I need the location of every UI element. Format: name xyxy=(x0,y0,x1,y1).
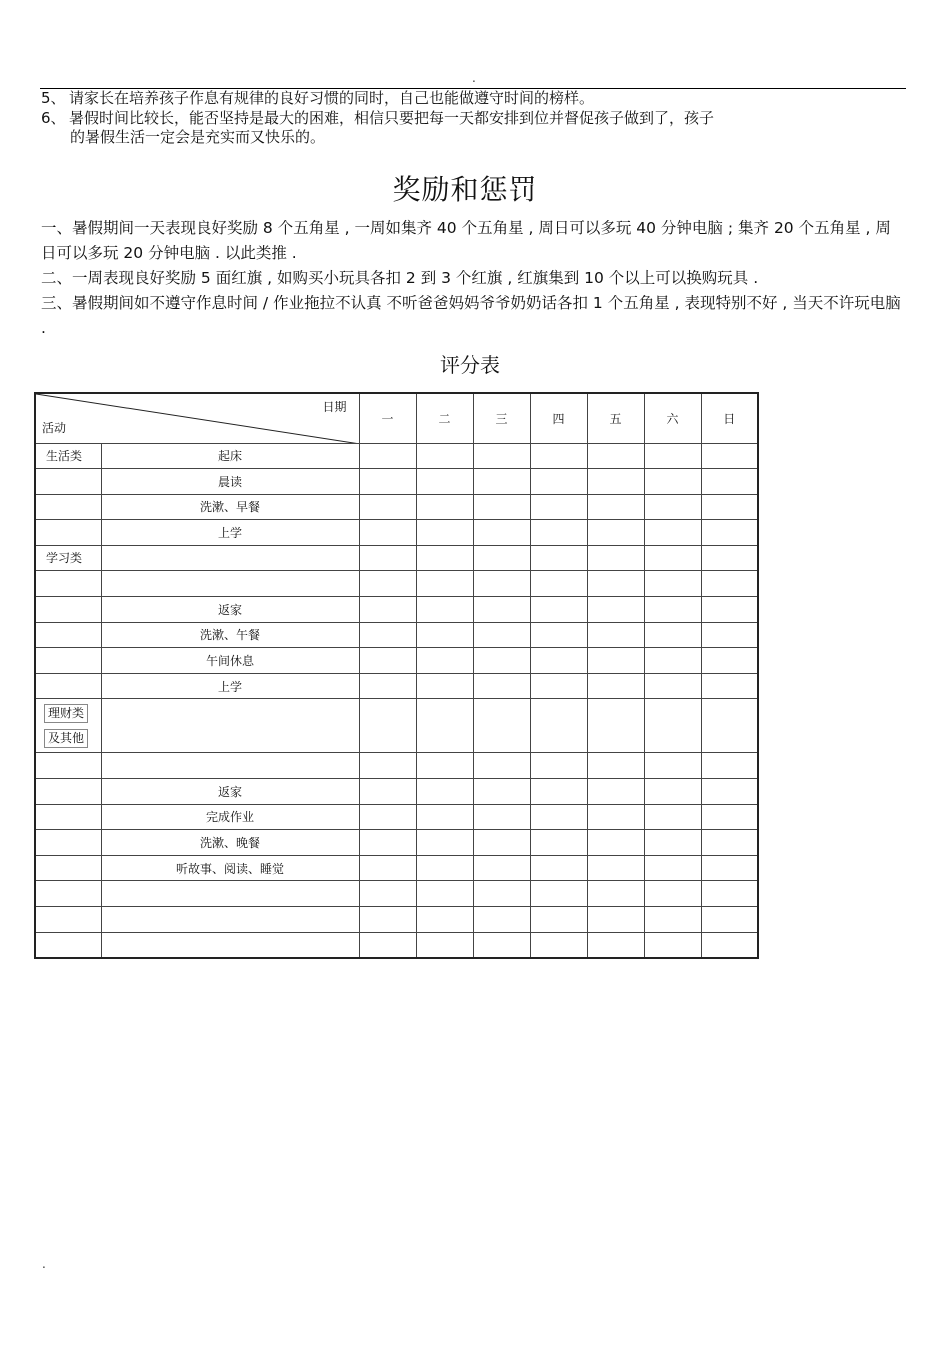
activity-cell: 完成作业 xyxy=(101,804,359,830)
score-cell[interactable] xyxy=(359,494,416,520)
header-activity-label: 活动 xyxy=(42,420,67,435)
table-row xyxy=(35,597,758,623)
score-cell[interactable] xyxy=(359,622,416,648)
score-cell[interactable] xyxy=(701,804,758,830)
score-cell[interactable] xyxy=(359,673,416,699)
note-6-continuation: 的暑假生活一定会是充实而又快乐的。 xyxy=(70,128,326,146)
table-row xyxy=(35,881,758,907)
score-cell[interactable] xyxy=(644,855,701,881)
footer-dot: . xyxy=(42,1257,46,1271)
score-cell[interactable] xyxy=(359,779,416,805)
score-cell[interactable] xyxy=(587,907,644,933)
score-cell[interactable] xyxy=(587,622,644,648)
score-cell[interactable] xyxy=(359,520,416,546)
diagonal-line xyxy=(36,394,359,443)
score-cell[interactable] xyxy=(359,753,416,779)
score-cell[interactable] xyxy=(530,520,587,546)
category-cell xyxy=(35,804,101,830)
score-cell[interactable] xyxy=(473,673,530,699)
score-cell[interactable] xyxy=(701,597,758,623)
page-title: 奖励和惩罚 xyxy=(392,173,538,206)
score-cell[interactable] xyxy=(644,494,701,520)
score-cell[interactable] xyxy=(587,932,644,958)
score-cell[interactable] xyxy=(359,804,416,830)
score-cell[interactable] xyxy=(701,545,758,571)
score-cell[interactable] xyxy=(359,932,416,958)
score-cell[interactable] xyxy=(473,907,530,933)
table-row xyxy=(35,571,758,597)
activity-cell: 上学 xyxy=(101,520,359,546)
score-cell[interactable] xyxy=(473,494,530,520)
score-cell[interactable] xyxy=(587,597,644,623)
category-cell xyxy=(35,932,101,958)
activity-cell: 返家 xyxy=(101,597,359,623)
score-cell[interactable] xyxy=(359,443,416,469)
table-row xyxy=(35,753,758,779)
table-row xyxy=(35,673,758,699)
table-row xyxy=(35,520,758,546)
score-cell[interactable] xyxy=(530,779,587,805)
score-cell[interactable] xyxy=(701,469,758,495)
note-6 xyxy=(41,108,714,128)
score-cell[interactable] xyxy=(701,830,758,856)
score-cell[interactable] xyxy=(416,622,473,648)
score-cell[interactable] xyxy=(416,881,473,907)
category-cell xyxy=(35,545,101,571)
score-cell[interactable] xyxy=(587,804,644,830)
score-cell[interactable] xyxy=(530,699,587,753)
category-cell xyxy=(35,494,101,520)
score-cell[interactable] xyxy=(416,779,473,805)
score-cell[interactable] xyxy=(530,932,587,958)
category-cell xyxy=(35,443,101,469)
score-cell[interactable] xyxy=(416,520,473,546)
table-row xyxy=(35,622,758,648)
score-cell[interactable] xyxy=(530,907,587,933)
score-cell[interactable] xyxy=(359,545,416,571)
activity-cell: 晨读 xyxy=(101,469,359,495)
category-cell xyxy=(35,469,101,495)
rule-2: 二、一周表现良好奖励 5 面红旗 , 如购买小玩具各扣 2 到 3 个红旗 , 红旗集到 10 个以上可以换购玩具 . xyxy=(41,269,759,287)
category-cell xyxy=(35,699,101,753)
table-row xyxy=(35,907,758,933)
score-cell[interactable] xyxy=(644,881,701,907)
score-cell[interactable] xyxy=(473,648,530,674)
score-cell[interactable] xyxy=(530,545,587,571)
score-cell[interactable] xyxy=(587,881,644,907)
score-cell[interactable] xyxy=(587,545,644,571)
score-cell[interactable] xyxy=(416,804,473,830)
score-cell[interactable] xyxy=(701,443,758,469)
score-cell[interactable] xyxy=(416,469,473,495)
score-cell[interactable] xyxy=(359,881,416,907)
score-cell[interactable] xyxy=(587,443,644,469)
score-cell[interactable] xyxy=(473,699,530,753)
score-cell[interactable] xyxy=(473,571,530,597)
score-cell[interactable] xyxy=(644,673,701,699)
score-table-body xyxy=(35,393,758,958)
activity-cell: 起床 xyxy=(101,443,359,469)
score-cell[interactable] xyxy=(359,571,416,597)
rule-1: 一、暑假期间一天表现良好奖励 8 个五角星 , 一周如集齐 40 个五角星 , 周日可以多玩 40 分钟电脑 ; 集齐 20 个五角星 , 周日可以多玩 20 分钟电脑 . 以此类推 . xyxy=(41,219,891,262)
category-cell xyxy=(35,907,101,933)
score-cell[interactable] xyxy=(473,469,530,495)
score-cell[interactable] xyxy=(416,571,473,597)
category-cell xyxy=(35,571,101,597)
score-cell[interactable] xyxy=(701,907,758,933)
day-header-sat: 六 xyxy=(644,393,701,443)
activity-cell: 返家 xyxy=(101,779,359,805)
score-cell[interactable] xyxy=(701,753,758,779)
score-cell[interactable] xyxy=(644,830,701,856)
activity-cell xyxy=(101,699,359,753)
table-row xyxy=(35,494,758,520)
score-cell[interactable] xyxy=(644,648,701,674)
category-cell xyxy=(35,779,101,805)
score-cell[interactable] xyxy=(701,494,758,520)
header-dot: . xyxy=(472,71,476,85)
score-cell[interactable] xyxy=(530,622,587,648)
table-row xyxy=(35,443,758,469)
score-cell[interactable] xyxy=(587,699,644,753)
score-cell[interactable] xyxy=(644,443,701,469)
score-cell[interactable] xyxy=(416,673,473,699)
category-cell xyxy=(35,753,101,779)
score-cell[interactable] xyxy=(530,648,587,674)
category-cell xyxy=(35,881,101,907)
rule-3: 三、暑假期间如不遵守作息时间 / 作业拖拉不认真 不听爸爸妈妈爷爷奶奶话各扣 1 个五角星 , 表现特别不好 , 当天不许玩电脑 . xyxy=(41,294,901,337)
score-cell[interactable] xyxy=(359,648,416,674)
score-cell[interactable] xyxy=(644,571,701,597)
category-label: 理财类 xyxy=(44,704,88,723)
score-cell[interactable] xyxy=(473,597,530,623)
score-cell[interactable] xyxy=(416,443,473,469)
score-cell[interactable] xyxy=(587,494,644,520)
score-cell[interactable] xyxy=(587,855,644,881)
table-row xyxy=(35,855,758,881)
score-cell[interactable] xyxy=(701,855,758,881)
table-row xyxy=(35,545,758,571)
score-cell[interactable] xyxy=(530,753,587,779)
score-cell[interactable] xyxy=(530,855,587,881)
score-cell[interactable] xyxy=(473,932,530,958)
score-cell[interactable] xyxy=(701,932,758,958)
activity-cell xyxy=(101,753,359,779)
score-cell[interactable] xyxy=(644,907,701,933)
day-header-wed: 三 xyxy=(473,393,530,443)
score-cell[interactable] xyxy=(473,443,530,469)
score-cell[interactable] xyxy=(530,597,587,623)
score-cell[interactable] xyxy=(644,469,701,495)
score-cell[interactable] xyxy=(416,830,473,856)
score-cell[interactable] xyxy=(701,520,758,546)
diagonal-header-cell xyxy=(35,393,359,443)
score-cell[interactable] xyxy=(473,830,530,856)
score-cell[interactable] xyxy=(701,779,758,805)
day-header-mon: 一 xyxy=(359,393,416,443)
note-6-text: 暑假时间比较长，能否坚持是最大的困难，相信只要把每一天都安排到位并督促孩子做到了，孩子 xyxy=(69,109,715,127)
category-cell xyxy=(35,673,101,699)
score-cell[interactable] xyxy=(359,699,416,753)
score-cell[interactable] xyxy=(530,673,587,699)
score-cell[interactable] xyxy=(416,932,473,958)
category-label: 生活类 xyxy=(46,448,83,463)
category-cell xyxy=(35,622,101,648)
table-row xyxy=(35,779,758,805)
activity-cell: 洗漱、晚餐 xyxy=(101,830,359,856)
score-cell[interactable] xyxy=(587,673,644,699)
score-cell[interactable] xyxy=(416,494,473,520)
score-cell[interactable] xyxy=(701,571,758,597)
activity-cell xyxy=(101,571,359,597)
score-cell[interactable] xyxy=(644,804,701,830)
table-row xyxy=(35,804,758,830)
score-cell[interactable] xyxy=(530,494,587,520)
score-cell[interactable] xyxy=(587,571,644,597)
activity-cell: 洗漱、午餐 xyxy=(101,622,359,648)
table-row xyxy=(35,699,758,753)
table-row xyxy=(35,932,758,958)
category-cell xyxy=(35,830,101,856)
table-row xyxy=(35,648,758,674)
score-cell[interactable] xyxy=(701,881,758,907)
score-cell[interactable] xyxy=(416,545,473,571)
score-cell[interactable] xyxy=(473,881,530,907)
note-5-text: 请家长在培养孩子作息有规律的良好习惯的同时，自己也能做遵守时间的榜样。 xyxy=(69,89,595,107)
activity-cell: 午间休息 xyxy=(101,648,359,674)
score-cell[interactable] xyxy=(644,545,701,571)
category-cell xyxy=(35,597,101,623)
day-header-fri: 五 xyxy=(587,393,644,443)
category-cell xyxy=(35,648,101,674)
score-cell[interactable] xyxy=(473,779,530,805)
note-6-number: 6、 xyxy=(41,109,66,127)
score-cell[interactable] xyxy=(587,753,644,779)
note-5-number: 5、 xyxy=(41,89,66,107)
score-cell[interactable] xyxy=(644,699,701,753)
score-cell[interactable] xyxy=(530,571,587,597)
score-cell[interactable] xyxy=(587,779,644,805)
activity-cell: 听故事、阅读、睡觉 xyxy=(101,855,359,881)
note-5 xyxy=(41,88,594,108)
score-cell[interactable] xyxy=(416,699,473,753)
category-label: 及其他 xyxy=(44,729,88,748)
activity-cell xyxy=(101,881,359,907)
score-cell[interactable] xyxy=(644,520,701,546)
score-cell[interactable] xyxy=(701,699,758,753)
score-cell[interactable] xyxy=(473,520,530,546)
score-cell[interactable] xyxy=(587,469,644,495)
activity-cell xyxy=(101,907,359,933)
day-header-sun: 日 xyxy=(701,393,758,443)
activity-cell xyxy=(101,545,359,571)
score-cell[interactable] xyxy=(644,622,701,648)
score-cell[interactable] xyxy=(701,673,758,699)
score-cell[interactable] xyxy=(644,932,701,958)
score-cell[interactable] xyxy=(416,753,473,779)
score-cell[interactable] xyxy=(359,907,416,933)
category-cell xyxy=(35,855,101,881)
activity-cell: 上学 xyxy=(101,673,359,699)
table-header-row xyxy=(35,393,758,443)
table-row xyxy=(35,469,758,495)
score-cell[interactable] xyxy=(644,753,701,779)
score-cell[interactable] xyxy=(587,648,644,674)
day-header-thu: 四 xyxy=(530,393,587,443)
activity-cell: 洗漱、早餐 xyxy=(101,494,359,520)
score-cell[interactable] xyxy=(587,830,644,856)
score-cell[interactable] xyxy=(473,804,530,830)
score-cell[interactable] xyxy=(359,469,416,495)
day-header-tue: 二 xyxy=(416,393,473,443)
score-cell[interactable] xyxy=(473,753,530,779)
score-cell[interactable] xyxy=(416,597,473,623)
score-cell[interactable] xyxy=(701,648,758,674)
score-cell[interactable] xyxy=(416,855,473,881)
score-cell[interactable] xyxy=(359,830,416,856)
score-cell[interactable] xyxy=(416,648,473,674)
score-cell[interactable] xyxy=(473,855,530,881)
activity-cell xyxy=(101,932,359,958)
score-cell[interactable] xyxy=(530,469,587,495)
score-cell[interactable] xyxy=(530,804,587,830)
category-label: 学习类 xyxy=(46,550,83,565)
score-table xyxy=(34,392,759,959)
score-cell[interactable] xyxy=(359,597,416,623)
score-cell[interactable] xyxy=(530,881,587,907)
score-cell[interactable] xyxy=(644,779,701,805)
table-title: 评分表 xyxy=(440,353,500,377)
score-cell[interactable] xyxy=(473,622,530,648)
score-cell[interactable] xyxy=(473,545,530,571)
table-row xyxy=(35,830,758,856)
score-cell[interactable] xyxy=(701,622,758,648)
score-cell[interactable] xyxy=(416,907,473,933)
header-date-label: 日期 xyxy=(322,400,347,414)
score-cell[interactable] xyxy=(644,597,701,623)
score-cell[interactable] xyxy=(530,443,587,469)
score-cell[interactable] xyxy=(587,520,644,546)
category-cell xyxy=(35,520,101,546)
score-cell[interactable] xyxy=(359,855,416,881)
score-cell[interactable] xyxy=(530,830,587,856)
